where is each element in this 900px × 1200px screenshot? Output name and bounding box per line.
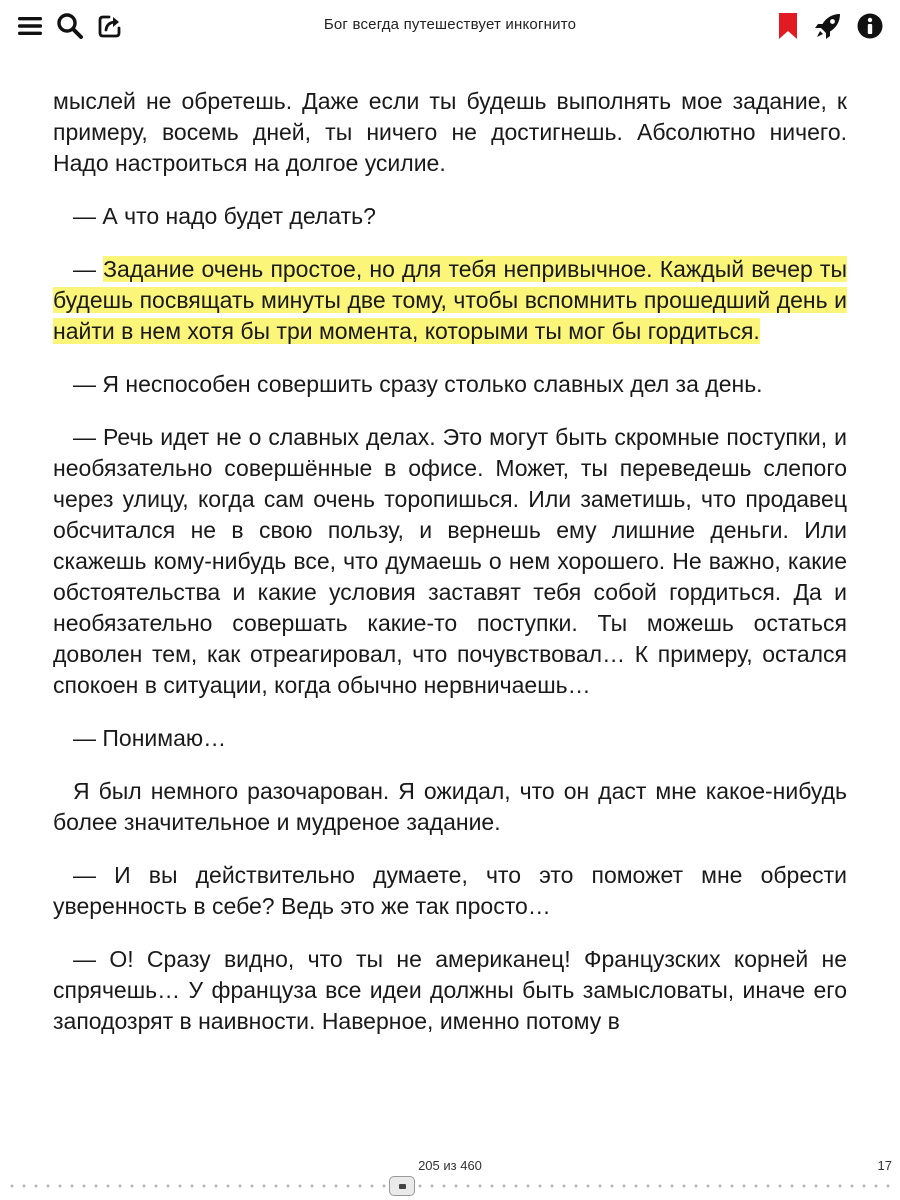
top-toolbar bbox=[0, 0, 900, 56]
paragraph: мыслей не обретешь. Даже если ты будешь выполнять мое задание, к примеру, восемь дней, ты ничего не достигнешь. Абсолютно ничего. Надо настроиться на долгое усилие. bbox=[53, 88, 847, 176]
info-icon bbox=[856, 12, 884, 40]
share-button[interactable] bbox=[92, 8, 128, 44]
thumb-grip-icon bbox=[399, 1184, 406, 1189]
paragraph: — Понимаю… bbox=[73, 725, 227, 751]
paragraph: — Речь идет не о славных делах. Это могут быть скромные поступки, и необязательно совершённые в офисе. Может, ты переведешь слепого через улицу, когда сам очень торопишься. Или заметишь, что продавец обсчитался не в свою пользу, и вернешь ему лишние деньги. Или скажешь кому-нибудь все, что думаешь о нем хорошего. Не важно, какие обстоятельства и какие условия заставят тебя собой гордиться. Да и необязательно совершать какие-то поступки. Ты можешь остаться доволен тем, как отреагировал, что почувствовал… К примеру, остался спокоен в ситуации, когда обычно нервничаешь… bbox=[53, 424, 847, 698]
paragraph: — Я неспособен совершить сразу столько славных дел за день. bbox=[73, 371, 763, 397]
paragraph: Я был немного разочарован. Я ожидал, что он даст мне какое-нибудь более значительное и мудреное задание. bbox=[53, 778, 847, 835]
info-button[interactable] bbox=[852, 8, 888, 44]
search-icon bbox=[56, 12, 84, 40]
book-text bbox=[53, 86, 847, 1059]
book-title: Бог всегда путешествует инкогнито bbox=[323, 16, 577, 33]
share-icon bbox=[96, 12, 124, 40]
hamburger-menu-icon bbox=[17, 15, 43, 37]
page-position-label: 205 из 460 bbox=[418, 1158, 482, 1173]
bookmark-button[interactable] bbox=[770, 8, 806, 44]
reading-footer bbox=[0, 1150, 900, 1200]
progress-track[interactable] bbox=[6, 1184, 894, 1188]
progress-slider-thumb[interactable] bbox=[389, 1176, 415, 1196]
paragraph-with-highlight bbox=[53, 254, 847, 347]
search-button[interactable] bbox=[52, 8, 88, 44]
paragraph: — А что надо будет делать? bbox=[73, 203, 376, 229]
paragraph: — И вы действительно думаете, что это поможет мне обрести уверенность в себе? Ведь это же так просто… bbox=[53, 862, 847, 919]
dash: — bbox=[73, 256, 104, 282]
rocket-icon bbox=[814, 12, 842, 40]
rocket-button[interactable] bbox=[810, 8, 846, 44]
paragraph: — О! Сразу видно, что ты не американец! Французских корней не спрячешь… У француза все идеи должны быть замысловаты, иначе его заподозрят в наивности. Наверное, именно потому в bbox=[53, 946, 847, 1034]
page-number: 17 bbox=[877, 1158, 892, 1173]
highlighted-text[interactable]: Задание очень простое, но для тебя непривычное. Каждый вечер ты будешь посвящать минуты две тому, чтобы вспомнить прошедший день и найти в нем хотя бы три момента, которыми ты мог бы гордиться. bbox=[53, 256, 847, 344]
menu-button[interactable] bbox=[12, 8, 48, 44]
bookmark-icon bbox=[777, 12, 799, 40]
